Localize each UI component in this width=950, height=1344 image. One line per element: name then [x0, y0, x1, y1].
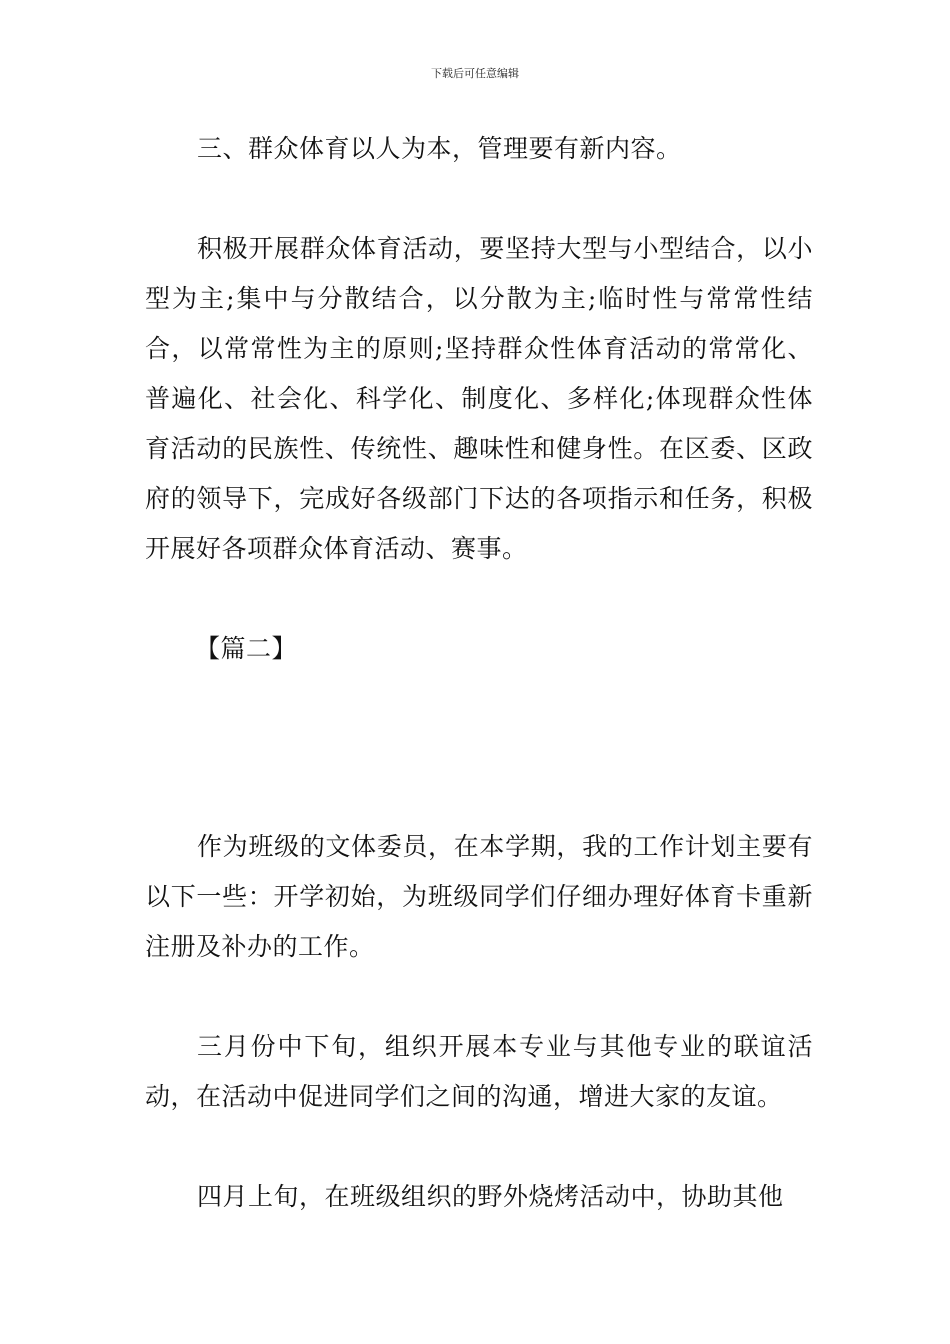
section-heading: 三、群众体育以人为本，管理要有新内容。	[197, 134, 682, 163]
body-paragraph: 积极开展群众体育活动，要坚持大型与小型结合，以小型为主;集中与分散结合，以分散为主;临时性与常常性结合，以常常性为主的原则;坚持群众性体育活动的常常化、普遍化、社会化、科学化、制度化、多样化;体现群众性体育活动的民族性、传统性、趣味性和健身性。在区委、区政府的领导下，完成好各级部门下达的各项指示和任务，积极开展好各项群众体育活动、赛事。	[145, 234, 813, 563]
chapter-heading: 【篇二】	[195, 634, 298, 663]
body-paragraph: 四月上旬，在班级组织的野外烧烤活动中，协助其他	[197, 1182, 784, 1211]
body-paragraph: 作为班级的文体委员，在本学期，我的工作计划主要有以下一些：开学初始，为班级同学们仔细办理好体育卡重新注册及补办的工作。	[145, 832, 813, 961]
page-header: 下载后可任意编辑	[431, 67, 519, 80]
body-paragraph: 三月份中下旬，组织开展本专业与其他专业的联谊活动，在活动中促进同学们之间的沟通，增进大家的友谊。	[145, 1032, 813, 1111]
